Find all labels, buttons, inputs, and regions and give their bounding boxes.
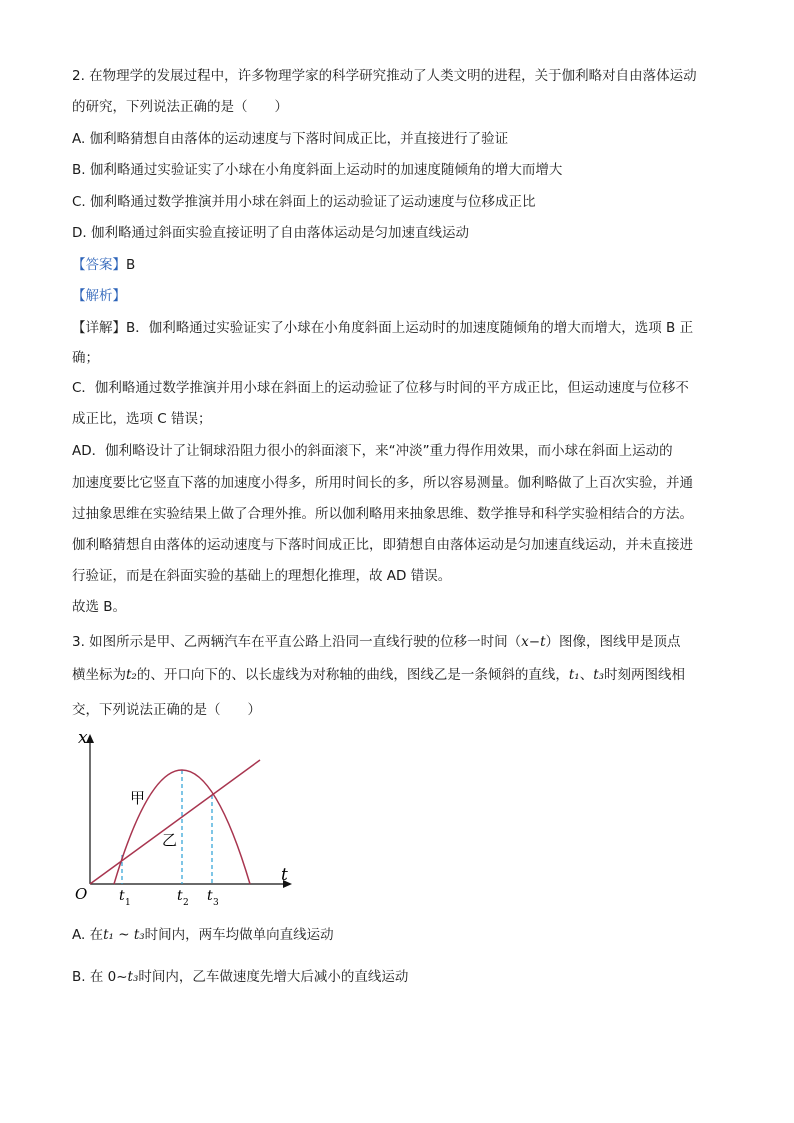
q2-option-d: D. 伽利略通过斜面实验直接证明了自由落体运动是匀加速直线运动 xyxy=(72,225,469,241)
q2-stem-line2: 的研究，下列说法正确的是（ ） xyxy=(72,99,288,115)
q3-option-a-pre: A. 在 xyxy=(72,927,104,943)
detail-tag: 【详解】 xyxy=(72,320,126,336)
line-yi-label: 乙 xyxy=(162,831,178,849)
q3-line1-text-b: ）图像，图线甲是顶点 xyxy=(545,634,681,650)
q3-option-b xyxy=(72,967,408,987)
tick-t2-sub: 2 xyxy=(183,898,189,908)
q3-line2-text-d: 时刻两图线相 xyxy=(604,667,686,683)
q3-stem-line3: 交，下列说法正确的是（ ） xyxy=(72,702,261,718)
q3-option-a-var: t₁ ~ t₃ xyxy=(103,927,145,943)
detail-text-1a: B．伽利略通过实验证实了小球在小角度斜面上运动时的加速度随倾角的增大而增大，选项 B 正 xyxy=(126,320,694,336)
q3-option-a xyxy=(72,925,334,945)
q3-stem-line1 xyxy=(72,632,681,652)
q2-detail-3e: 行验证，而是在斜面实验的基础上的理想化推理，故 AD 错误。 xyxy=(72,568,452,584)
answer-value: B xyxy=(126,257,136,273)
q2-analysis xyxy=(72,286,126,306)
q2-detail-3c: 过抽象思维在实验结果上做了合理外推。所以伽利略用来抽象思维、数学推导和科学实验相结合的方法。 xyxy=(72,506,693,522)
q3-line1-text-a: 3. 如图所示是甲、乙两辆汽车在平直公路上沿同一直线行驶的位移一时间（ xyxy=(72,634,522,650)
q3-t1-variable: t₁ xyxy=(568,667,580,683)
q3-option-b-var: t₃ xyxy=(127,969,139,985)
q2-detail-3a: AD．伽利略设计了让铜球沿阻力很小的斜面滚下，来“冲淡”重力得作用效果，而小球在斜面上运动的 xyxy=(72,443,673,459)
q3-t2-variable: t₂ xyxy=(126,667,137,683)
q2-stem-line1: 2. 在物理学的发展过程中，许多物理学家的科学研究推动了人类文明的进程，关于伽利略对自由落体运动 xyxy=(72,68,697,84)
q2-option-b: B. 伽利略通过实验证实了小球在小角度斜面上运动时的加速度随倾角的增大而增大 xyxy=(72,162,563,178)
tick-t2-label xyxy=(177,888,189,908)
tick-t3-label xyxy=(207,888,219,908)
q2-detail-2a: C．伽利略通过数学推演并用小球在斜面上的运动验证了位移与时间的平方成正比，但运动速度与位移不 xyxy=(72,380,689,396)
q3-option-b-pre: B. 在 0~ xyxy=(72,969,128,985)
q2-detail-1b: 确； xyxy=(72,350,99,366)
origin-label: O xyxy=(75,885,88,903)
q3-line2-text-b: 的、开口向下的、以长虚线为对称轴的曲线，图线乙是一条倾斜的直线， xyxy=(136,667,569,683)
tick-t2-main: t xyxy=(177,888,183,904)
q2-answer xyxy=(72,255,135,275)
tick-t1-sub: 1 xyxy=(125,898,131,908)
q2-conclusion: 故选 B。 xyxy=(72,599,127,615)
line-yi xyxy=(90,760,260,884)
q2-option-c: C. 伽利略通过数学推演并用小球在斜面上的运动验证了运动速度与位移成正比 xyxy=(72,194,536,210)
q3-stem-line2 xyxy=(72,665,685,685)
q3-xt-variable: x−t xyxy=(521,634,546,650)
tick-t1-main: t xyxy=(119,888,125,904)
q3-option-a-post: 时间内，两车均做单向直线运动 xyxy=(144,927,334,943)
x-axis-label: x xyxy=(78,728,88,748)
answer-tag: 【答案】 xyxy=(72,257,126,273)
q2-detail-3d: 伽利略猜想自由落体的运动速度与下落时间成正比，即猜想自由落体运动是匀加速直线运动，并未直接进 xyxy=(72,537,693,553)
q2-detail-2b: 成正比，选项 C 错误； xyxy=(72,411,212,427)
q3-line2-text-a: 横坐标为 xyxy=(72,667,126,683)
q2-option-a: A. 伽利略猜想自由落体的运动速度与下落时间成正比，并直接进行了验证 xyxy=(72,131,509,147)
curve-jia-label: 甲 xyxy=(130,789,146,807)
tick-t3-sub: 3 xyxy=(213,898,219,908)
q3-line2-text-c: 、 xyxy=(579,667,594,683)
tick-t3-main: t xyxy=(207,888,213,904)
xt-graph xyxy=(70,728,300,913)
analysis-tag: 【解析】 xyxy=(72,288,126,304)
t-axis-label: t xyxy=(281,865,288,885)
q3-t3-variable: t₃ xyxy=(593,667,605,683)
q2-detail-3b: 加速度要比它竖直下落的加速度小得多，所用时间长的多，所以容易测量。伽利略做了上百次实验，并通 xyxy=(72,475,693,491)
q3-option-b-post: 时间内，乙车做速度先增大后减小的直线运动 xyxy=(138,969,409,985)
q2-detail-1a xyxy=(72,318,693,338)
tick-t1-label xyxy=(119,888,131,908)
